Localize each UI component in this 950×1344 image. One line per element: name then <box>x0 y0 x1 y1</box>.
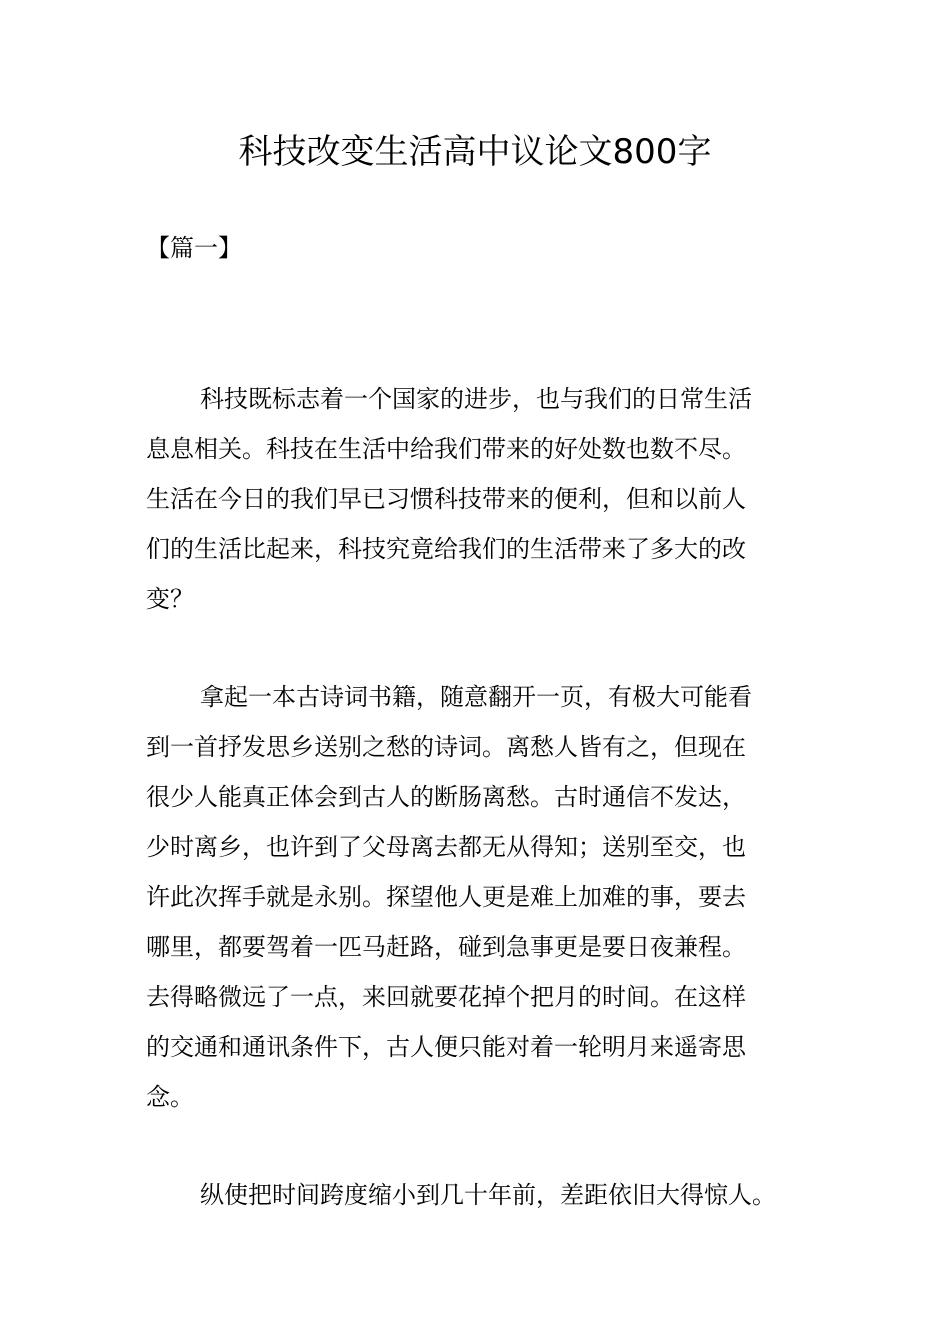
paragraph-line: 生活在今日的我们早已习惯科技带来的便利，但和以前人 <box>146 485 746 513</box>
document-title: 科技改变生活高中议论文800字 <box>238 132 712 172</box>
paragraph-1 <box>146 374 826 624</box>
paragraph-2 <box>146 672 826 1122</box>
paragraph-line: 纵使把时间跨度缩小到几十年前，差距依旧大得惊人。 <box>200 1181 776 1209</box>
paragraph-3 <box>146 1170 826 1220</box>
paragraph-line: 息息相关。科技在生活中给我们带来的好处数也数不尽。 <box>146 435 746 463</box>
paragraph-line: 科技既标志着一个国家的进步，也与我们的日常生活 <box>200 385 752 413</box>
paragraph-line: 们的生活比起来，科技究竟给我们的生活带来了多大的改 <box>146 535 746 563</box>
paragraph-line: 去得略微远了一点，来回就要花掉个把月的时间。在这样 <box>146 983 746 1011</box>
section-label: 【篇一】 <box>146 234 242 262</box>
paragraph-line: 到一首抒发思乡送别之愁的诗词。离愁人皆有之，但现在 <box>146 733 746 761</box>
paragraph-line: 很少人能真正体会到古人的断肠离愁。古时通信不发达， <box>146 783 746 811</box>
paragraph-line: 少时离乡，也许到了父母离去都无从得知；送别至交，也 <box>146 833 746 861</box>
paragraph-line: 拿起一本古诗词书籍，随意翻开一页，有极大可能看 <box>200 683 752 711</box>
paragraph-line: 变？ <box>146 585 194 613</box>
paragraph-line: 哪里，都要驾着一匹马赶路，碰到急事更是要日夜兼程。 <box>146 933 746 961</box>
paragraph-line: 念。 <box>146 1083 194 1111</box>
paragraph-line: 的交通和通讯条件下，古人便只能对着一轮明月来遥寄思 <box>146 1033 746 1061</box>
paragraph-line: 许此次挥手就是永别。探望他人更是难上加难的事，要去 <box>146 883 746 911</box>
